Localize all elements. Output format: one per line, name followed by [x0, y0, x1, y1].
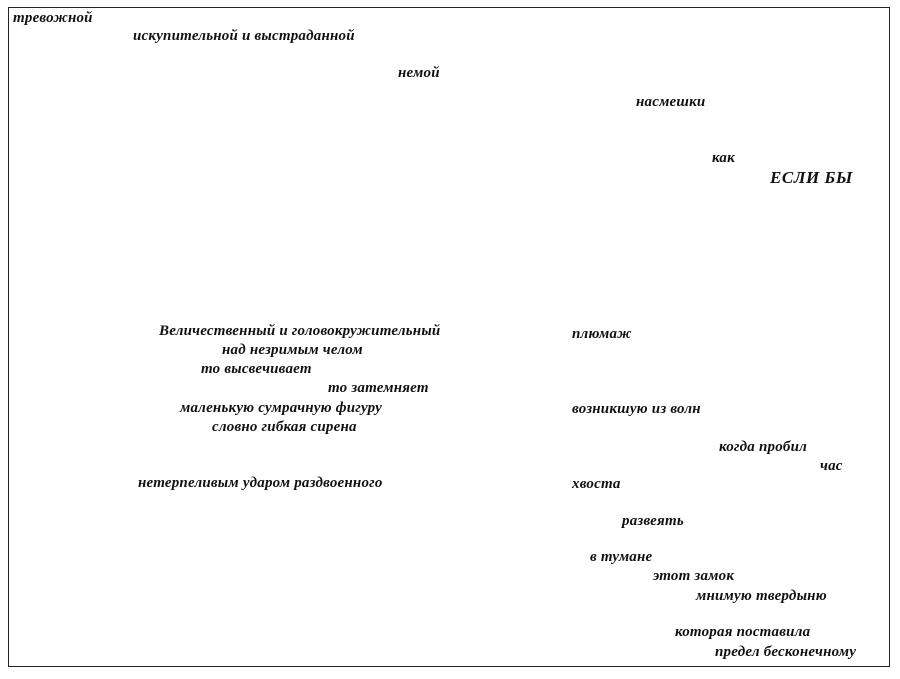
- line-razveyat: развеять: [622, 513, 684, 529]
- line-nasmeshki: насмешки: [636, 94, 706, 110]
- line-to-zatemnyaet: то затемняет: [328, 380, 429, 396]
- line-velichestvenny: Величественный и головокружительный: [159, 323, 441, 339]
- line-khvosta: хвоста: [572, 476, 621, 492]
- line-voznikshuyu: возникшую из волн: [572, 401, 701, 417]
- line-nad-nezrimym: над незримым челом: [222, 342, 363, 358]
- line-malenkuyu: маленькую сумрачную фигуру: [180, 400, 382, 416]
- line-kotoraya: которая поставила: [675, 624, 811, 640]
- line-esli-by: ЕСЛИ БЫ: [770, 168, 853, 187]
- line-to-vysvechivaet: то высвечивает: [201, 361, 312, 377]
- page-frame: [8, 7, 890, 667]
- line-chas: час: [820, 458, 843, 474]
- line-nemoy: немой: [398, 65, 440, 81]
- line-plyumazh: плюмаж: [572, 326, 632, 342]
- line-iskupitelnoy: искупительной и выстраданной: [133, 28, 355, 44]
- line-trevozhnoy: тревожной: [13, 10, 93, 26]
- line-mnimuyu: мнимую твердыню: [696, 588, 827, 604]
- line-kak: как: [712, 150, 735, 166]
- line-predel: предел бесконечному: [715, 644, 857, 660]
- line-kogda-probil: когда пробил: [719, 439, 808, 455]
- line-v-tumane: в тумане: [590, 549, 653, 565]
- line-etot-zamok: этот замок: [653, 568, 735, 584]
- line-neterpelivym: нетерпеливым ударом раздвоенного: [138, 475, 383, 491]
- line-slovno: словно гибкая сирена: [212, 419, 357, 435]
